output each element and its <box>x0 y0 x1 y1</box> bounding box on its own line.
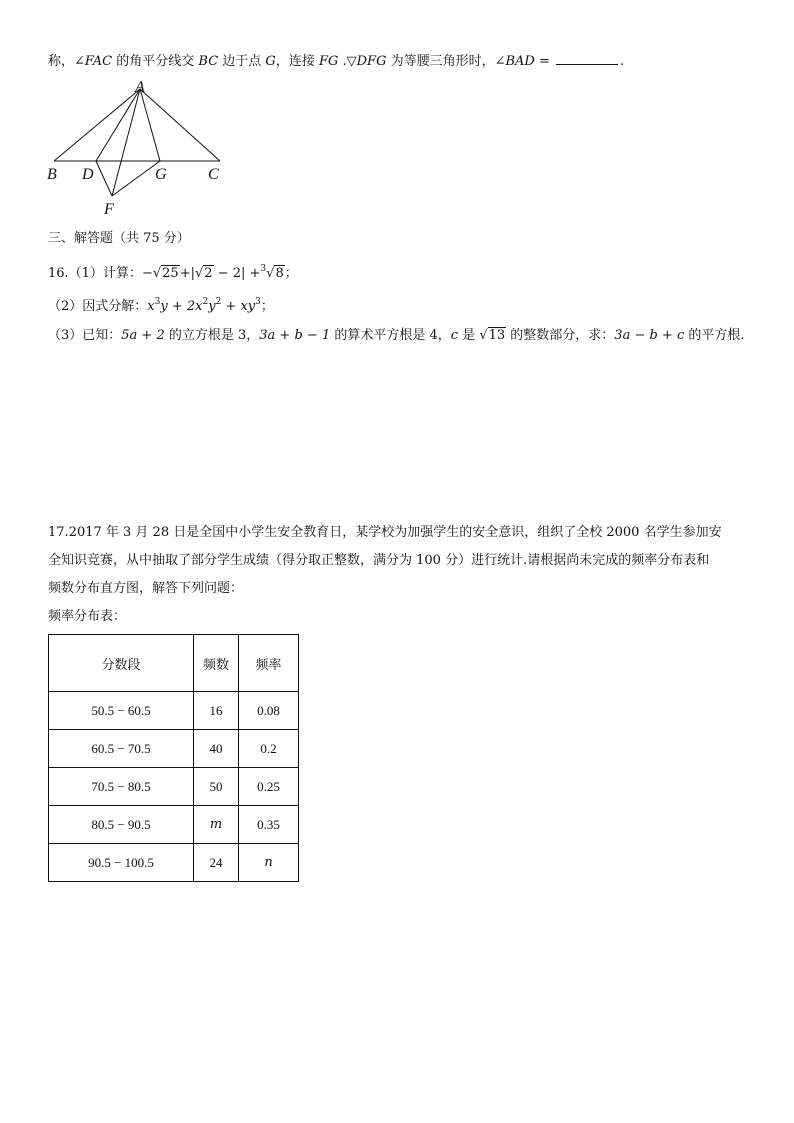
problem-continuation-line: 称，∠FAC 的角平分线交 BC 边于点 G，连接 FG .▽DFG 为等腰三角形时，∠BAD = . <box>48 50 624 71</box>
table-row <box>49 768 299 806</box>
segment-ad <box>96 89 140 161</box>
table-header-row <box>49 635 299 692</box>
label-a: A <box>135 79 145 96</box>
cell-range: 50.5 − 60.5 <box>49 692 194 730</box>
label-c: C <box>208 166 219 183</box>
segment-fg <box>112 161 160 196</box>
header-frequency-count: 频数 <box>194 635 239 692</box>
segment-ab <box>54 89 140 161</box>
cell-rate: 0.35 <box>239 806 299 844</box>
q16-part1: 16.（1）计算：−√25+|√2 − 2| +$^3$√8； <box>48 264 298 281</box>
cell-count: m <box>194 806 239 844</box>
q16-part3: （3）已知：5a + 2 的立方根是 3，3a + b − 1 的算术平方根是 4，c 是 √13 的整数部分，求：3a − b + c 的平方根. <box>48 328 745 343</box>
header-score-range: 分数段 <box>49 635 194 692</box>
section-title: 三、解答题（共 75 分） <box>48 231 190 246</box>
label-f: F <box>104 201 114 218</box>
header-frequency-rate: 频率 <box>239 635 299 692</box>
cell-count: 24 <box>194 844 239 882</box>
cell-range: 80.5 − 90.5 <box>49 806 194 844</box>
answer-blank <box>556 50 618 65</box>
cell-range: 60.5 − 70.5 <box>49 730 194 768</box>
label-g: G <box>155 166 167 183</box>
segment-ag <box>140 89 160 161</box>
cell-count: 40 <box>194 730 239 768</box>
cell-count: 50 <box>194 768 239 806</box>
segment-ac <box>140 89 220 161</box>
cell-rate: 0.2 <box>239 730 299 768</box>
cell-rate: n <box>239 844 299 882</box>
q16-part2: （2）因式分解：$x^3y + 2x^2y^2 + xy^3$； <box>48 297 274 314</box>
q17-line3: 频数分布直方图，解答下列问题： <box>48 581 244 596</box>
table-caption: 频率分布表： <box>48 609 127 624</box>
q17-line1: 17.2017 年 3 月 28 日是全国中小学生安全教育日，某学校为加强学生的安全意识，组织了全校 2000 名学生参加安 <box>48 525 722 540</box>
triangle-figure <box>44 78 234 218</box>
q17-line2: 全知识竞赛，从中抽取了部分学生成绩（得分取正整数，满分为 100 分）进行统计.请根据尚未完成的频率分布表和 <box>48 553 710 568</box>
table-row <box>49 692 299 730</box>
frequency-table <box>48 634 299 882</box>
label-b: B <box>47 166 57 183</box>
cell-range: 70.5 − 80.5 <box>49 768 194 806</box>
cell-rate: 0.25 <box>239 768 299 806</box>
table-row <box>49 730 299 768</box>
label-d: D <box>82 166 94 183</box>
cell-count: 16 <box>194 692 239 730</box>
segment-df <box>96 161 112 196</box>
table-row <box>49 806 299 844</box>
cell-rate: 0.08 <box>239 692 299 730</box>
cell-range: 90.5 − 100.5 <box>49 844 194 882</box>
segment-af <box>112 89 140 196</box>
table-row <box>49 844 299 882</box>
